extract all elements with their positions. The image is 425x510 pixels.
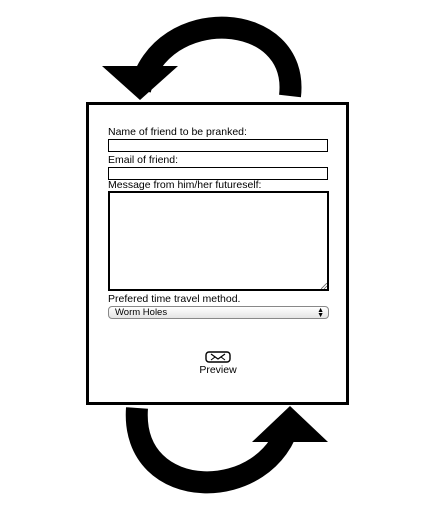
message-label: Message from him/her futureself: [108,179,262,191]
prank-form-card [86,102,349,405]
bottom-curved-arrow-icon [137,406,328,482]
travel-method-selected-value: Worm Holes [115,307,168,318]
select-arrows-icon: ▲ ▼ [317,307,324,319]
travel-method-select[interactable] [108,306,329,319]
preview-button[interactable] [193,351,243,376]
resize-grip-icon[interactable] [321,283,327,289]
friend-name-label: Name of friend to be pranked: [108,126,247,138]
preview-label: Preview [199,364,237,376]
friend-email-label: Email of friend: [108,154,179,166]
message-textarea[interactable] [108,191,329,291]
envelope-icon [205,351,231,363]
top-curved-arrow-icon [102,28,291,100]
friend-name-input[interactable] [108,139,328,152]
travel-method-label: Prefered time travel method. [108,293,241,305]
